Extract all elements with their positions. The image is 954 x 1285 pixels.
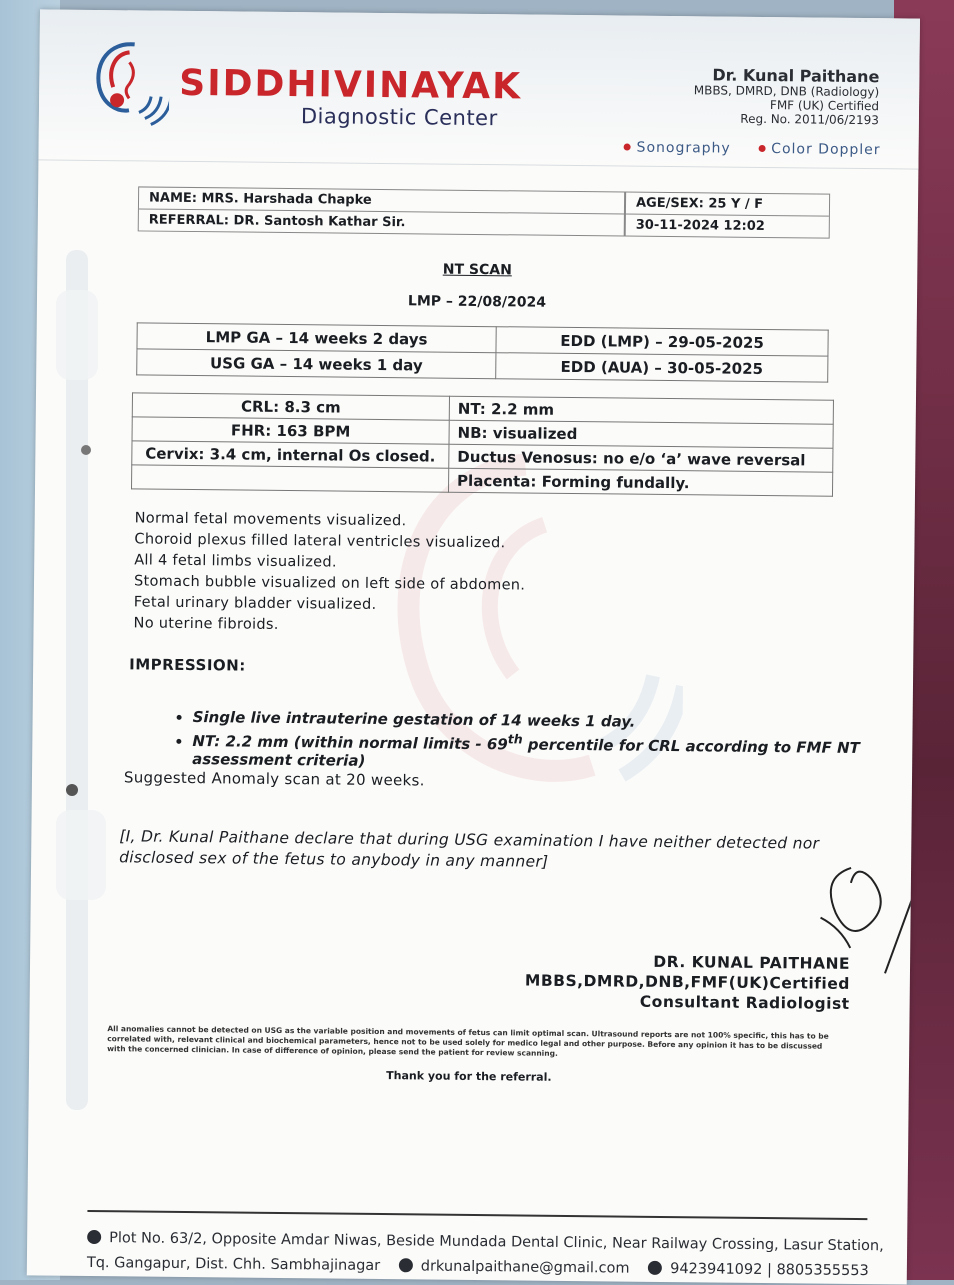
patient-age-sex: AGE/SEX: 25 Y / F <box>635 195 764 212</box>
impression-list <box>152 708 883 777</box>
brand-name: SIDDHIVINAYAK <box>179 62 523 108</box>
address-text: Plot No. 63/2, Opposite Amdar Niwas, Beside Mundada Dental Clinic, Near Railway Crossing, Lasur Station, <box>109 1230 884 1255</box>
table-cell: USG GA – 14 weeks 1 day <box>137 349 496 379</box>
table-cell: NB: visualized <box>449 420 833 448</box>
referral: REFERRAL: DR. Santosh Kathar Sir. <box>139 209 626 235</box>
suggestion: Suggested Anomaly scan at 20 weeks. <box>123 768 425 790</box>
email-text: drkunalpaithane@gmail.com <box>420 1258 630 1277</box>
doctor-name: Dr. Kunal Paithane <box>712 65 880 87</box>
finding-item: Normal fetal movements visualized. <box>134 510 407 530</box>
impression-item: • Single live intrauterine gestation of 14 weeks 1 day. <box>193 708 883 733</box>
doctor-certification: FMF (UK) Certified <box>769 98 880 114</box>
signature-block <box>525 951 851 1014</box>
table-cell: Placenta: Forming fundally. <box>448 468 832 496</box>
service-item <box>758 141 881 158</box>
table-cell: NT: 2.2 mm <box>449 396 833 424</box>
table-cell: EDD (AUA) – 30-05-2025 <box>496 353 828 382</box>
clinic-logo-icon <box>89 32 170 133</box>
table-cell: CRL: 8.3 cm <box>132 393 449 420</box>
report-datetime: 30-11-2024 12:02 <box>635 217 765 234</box>
lmp-line: LMP – 22/08/2024 <box>407 293 547 311</box>
impression-heading: IMPRESSION: <box>129 655 246 675</box>
email-icon <box>399 1258 413 1272</box>
gestational-age-table <box>136 322 829 382</box>
address-text: Tq. Gangapur, Dist. Chh. Sambhajinagar <box>86 1254 381 1275</box>
service-label: Sonography <box>636 139 731 157</box>
services-list <box>602 139 881 158</box>
bullet-icon <box>624 144 631 151</box>
finding-item: No uterine fibroids. <box>133 615 279 633</box>
impression-text: percentile for CRL according to FMF NT assessment criteria) <box>192 735 860 770</box>
disclaimer: All anomalies cannot be detected on USG as the variable position and movements of fetus can limit optimal scan. Ultrasound reports are not 100% specific, this has to be correlated with, relevant clinical and biochemical parameters, hence not to be used solely for medico legal and other purpose. Before any opinion it has to be discussed with the concerned clinician. In case of difference of opinion, please send the patient for review scanning. <box>107 1024 829 1058</box>
registration-number: Reg. No. 2011/06/2193 <box>740 111 879 128</box>
footer <box>87 1226 887 1284</box>
footer-divider <box>87 1210 867 1220</box>
table-cell: EDD (LMP) – 29-05-2025 <box>496 327 828 356</box>
finding-item: Fetal urinary bladder visualized. <box>133 594 377 613</box>
finding-item: Stomach bubble visualized on left side of abdomen. <box>133 573 526 594</box>
table-cell: Cervix: 3.4 cm, internal Os closed. <box>132 441 449 468</box>
impression-text: NT: 2.2 mm (within normal limits - 69 <box>192 732 508 754</box>
doctor-qualification: MBBS, DMRD, DNB (Radiology) <box>693 83 880 100</box>
patient-details <box>138 186 830 238</box>
table-cell: LMP GA – 14 weeks 2 days <box>137 323 496 353</box>
impression-item <box>192 727 882 775</box>
bullet-icon <box>758 145 765 152</box>
thanks-note: Thank you for the referral. <box>386 1069 552 1084</box>
location-pin-icon <box>87 1230 101 1244</box>
phone-text: 9423941092 | 8805355553 <box>670 1261 869 1280</box>
finding-item: All 4 fetal limbs visualized. <box>134 552 337 571</box>
letterhead <box>38 9 920 169</box>
table-cell: Ductus Venosus: no e/o ‘a’ wave reversal <box>449 444 833 472</box>
declaration: [I, Dr. Kunal Paithane declare that during USG examination I have neither detected nor disclosed sex of the fetus to anybody in any manner] <box>119 827 820 871</box>
service-item <box>624 140 731 157</box>
measurements-table <box>131 392 834 496</box>
signatory-role: Consultant Radiologist <box>639 992 850 1013</box>
phone-line <box>648 1261 869 1279</box>
brand-subtitle: Diagnostic Center <box>300 104 498 131</box>
findings-list <box>133 508 526 638</box>
table-cell: FHR: 163 BPM <box>132 417 449 444</box>
service-label: Color Doppler <box>771 141 881 159</box>
phone-icon <box>648 1261 662 1275</box>
finding-item: Choroid plexus filled lateral ventricles visualized. <box>134 531 506 552</box>
table-cell <box>132 465 449 492</box>
signatory-qualification: MBBS,DMRD,DNB,FMF(UK)Certified <box>524 971 850 993</box>
ordinal-suffix: th <box>507 731 523 747</box>
patient-name: NAME: MRS. Harshada Chapke <box>139 187 626 213</box>
report-page <box>27 9 920 1284</box>
binder-clip <box>52 250 114 1110</box>
email-line <box>399 1258 630 1276</box>
signatory-name: DR. KUNAL PAITHANE <box>653 952 851 973</box>
report-title: NT SCAN <box>442 261 512 279</box>
doctor-info <box>693 66 879 128</box>
